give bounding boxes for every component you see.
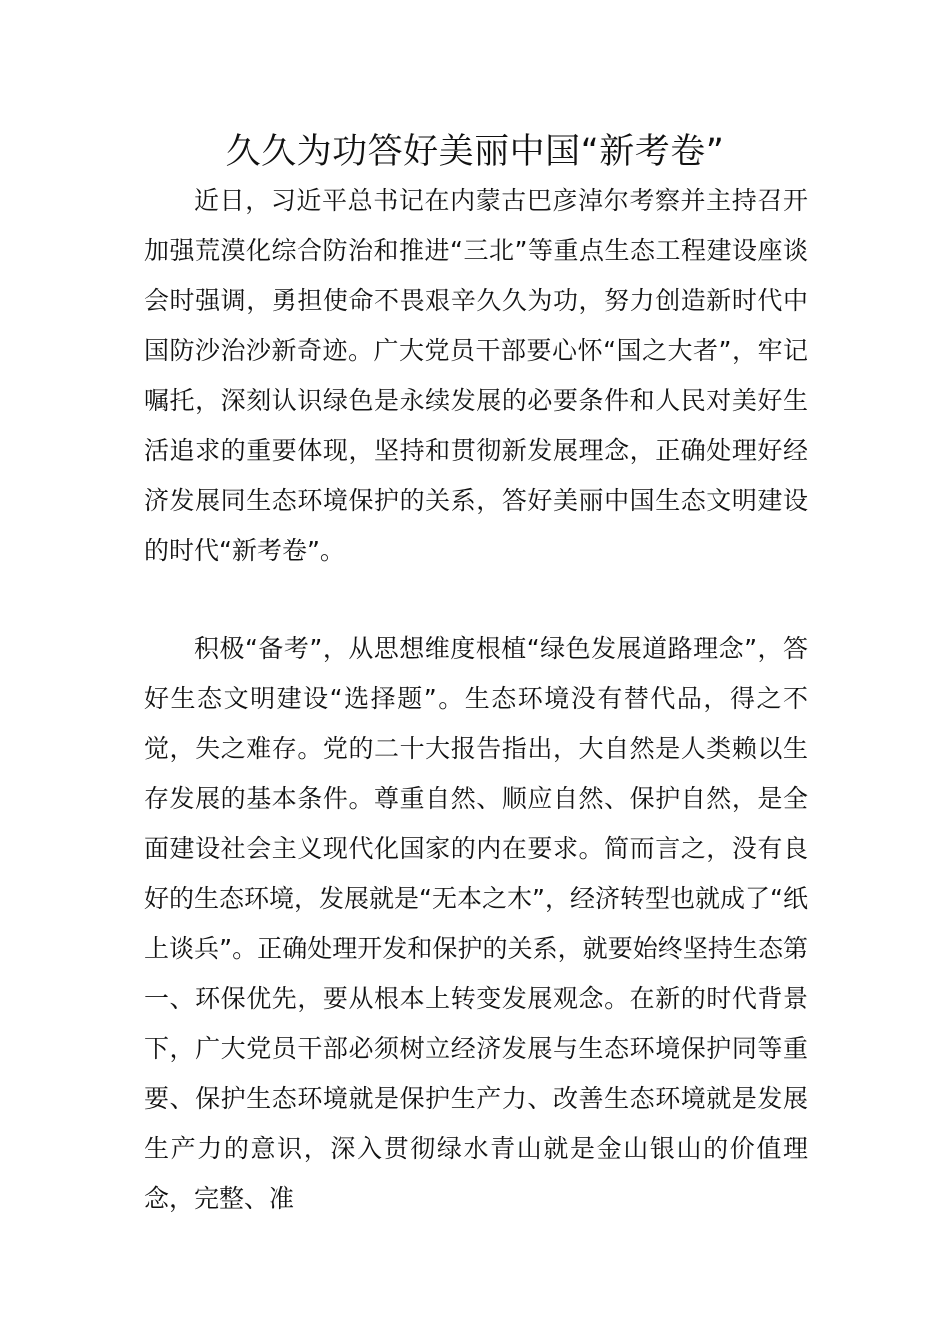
paragraph-2: 积极“备考”，从思想维度根植“绿色发展道路理念”，答好生态文明建设“选择题”。生态环境没有替代品，得之不觉，失之难存。党的二十大报告指出，大自然是人类赖以生存发展的基本条件。尊重自然、顺应自然、保护自然，是全面建设社会主义现代化国家的内在要求。简而言之，没有良好的生态环境，发展就是“无本之木”，经济转型也就成了“纸上谈兵”。正确处理开发和保护的关系，就要始终坚持生态第一、环保优先，要从根本上转变发展观念。在新的时代背景下，广大党员干部必须树立经济发展与生态环境保护同等重要、保护生态环境就是保护生产力、改善生态环境就是发展生产力的意识，深入贯彻绿水青山就是金山银山的价值理念，完整、准 bbox=[144, 634, 808, 1213]
document-title: 久久为功答好美丽中国“新考卷” bbox=[225, 132, 725, 172]
paragraph-1: 近日，习近平总书记在内蒙古巴彦淖尔考察并主持召开加强荒漠化综合防治和推进“三北”等重点生态工程建设座谈会时强调，勇担使命不畏艰辛久久为功，努力创造新时代中国防沙治沙新奇迹。广大党员干部要心怀“国之大者”，牢记嘱托，深刻认识绿色是永续发展的必要条件和人民对美好生活追求的重要体现，坚持和贯彻新发展理念，正确处理好经济发展同生态环境保护的关系，答好美丽中国生态文明建设的时代“新考卷”。 bbox=[144, 186, 808, 565]
